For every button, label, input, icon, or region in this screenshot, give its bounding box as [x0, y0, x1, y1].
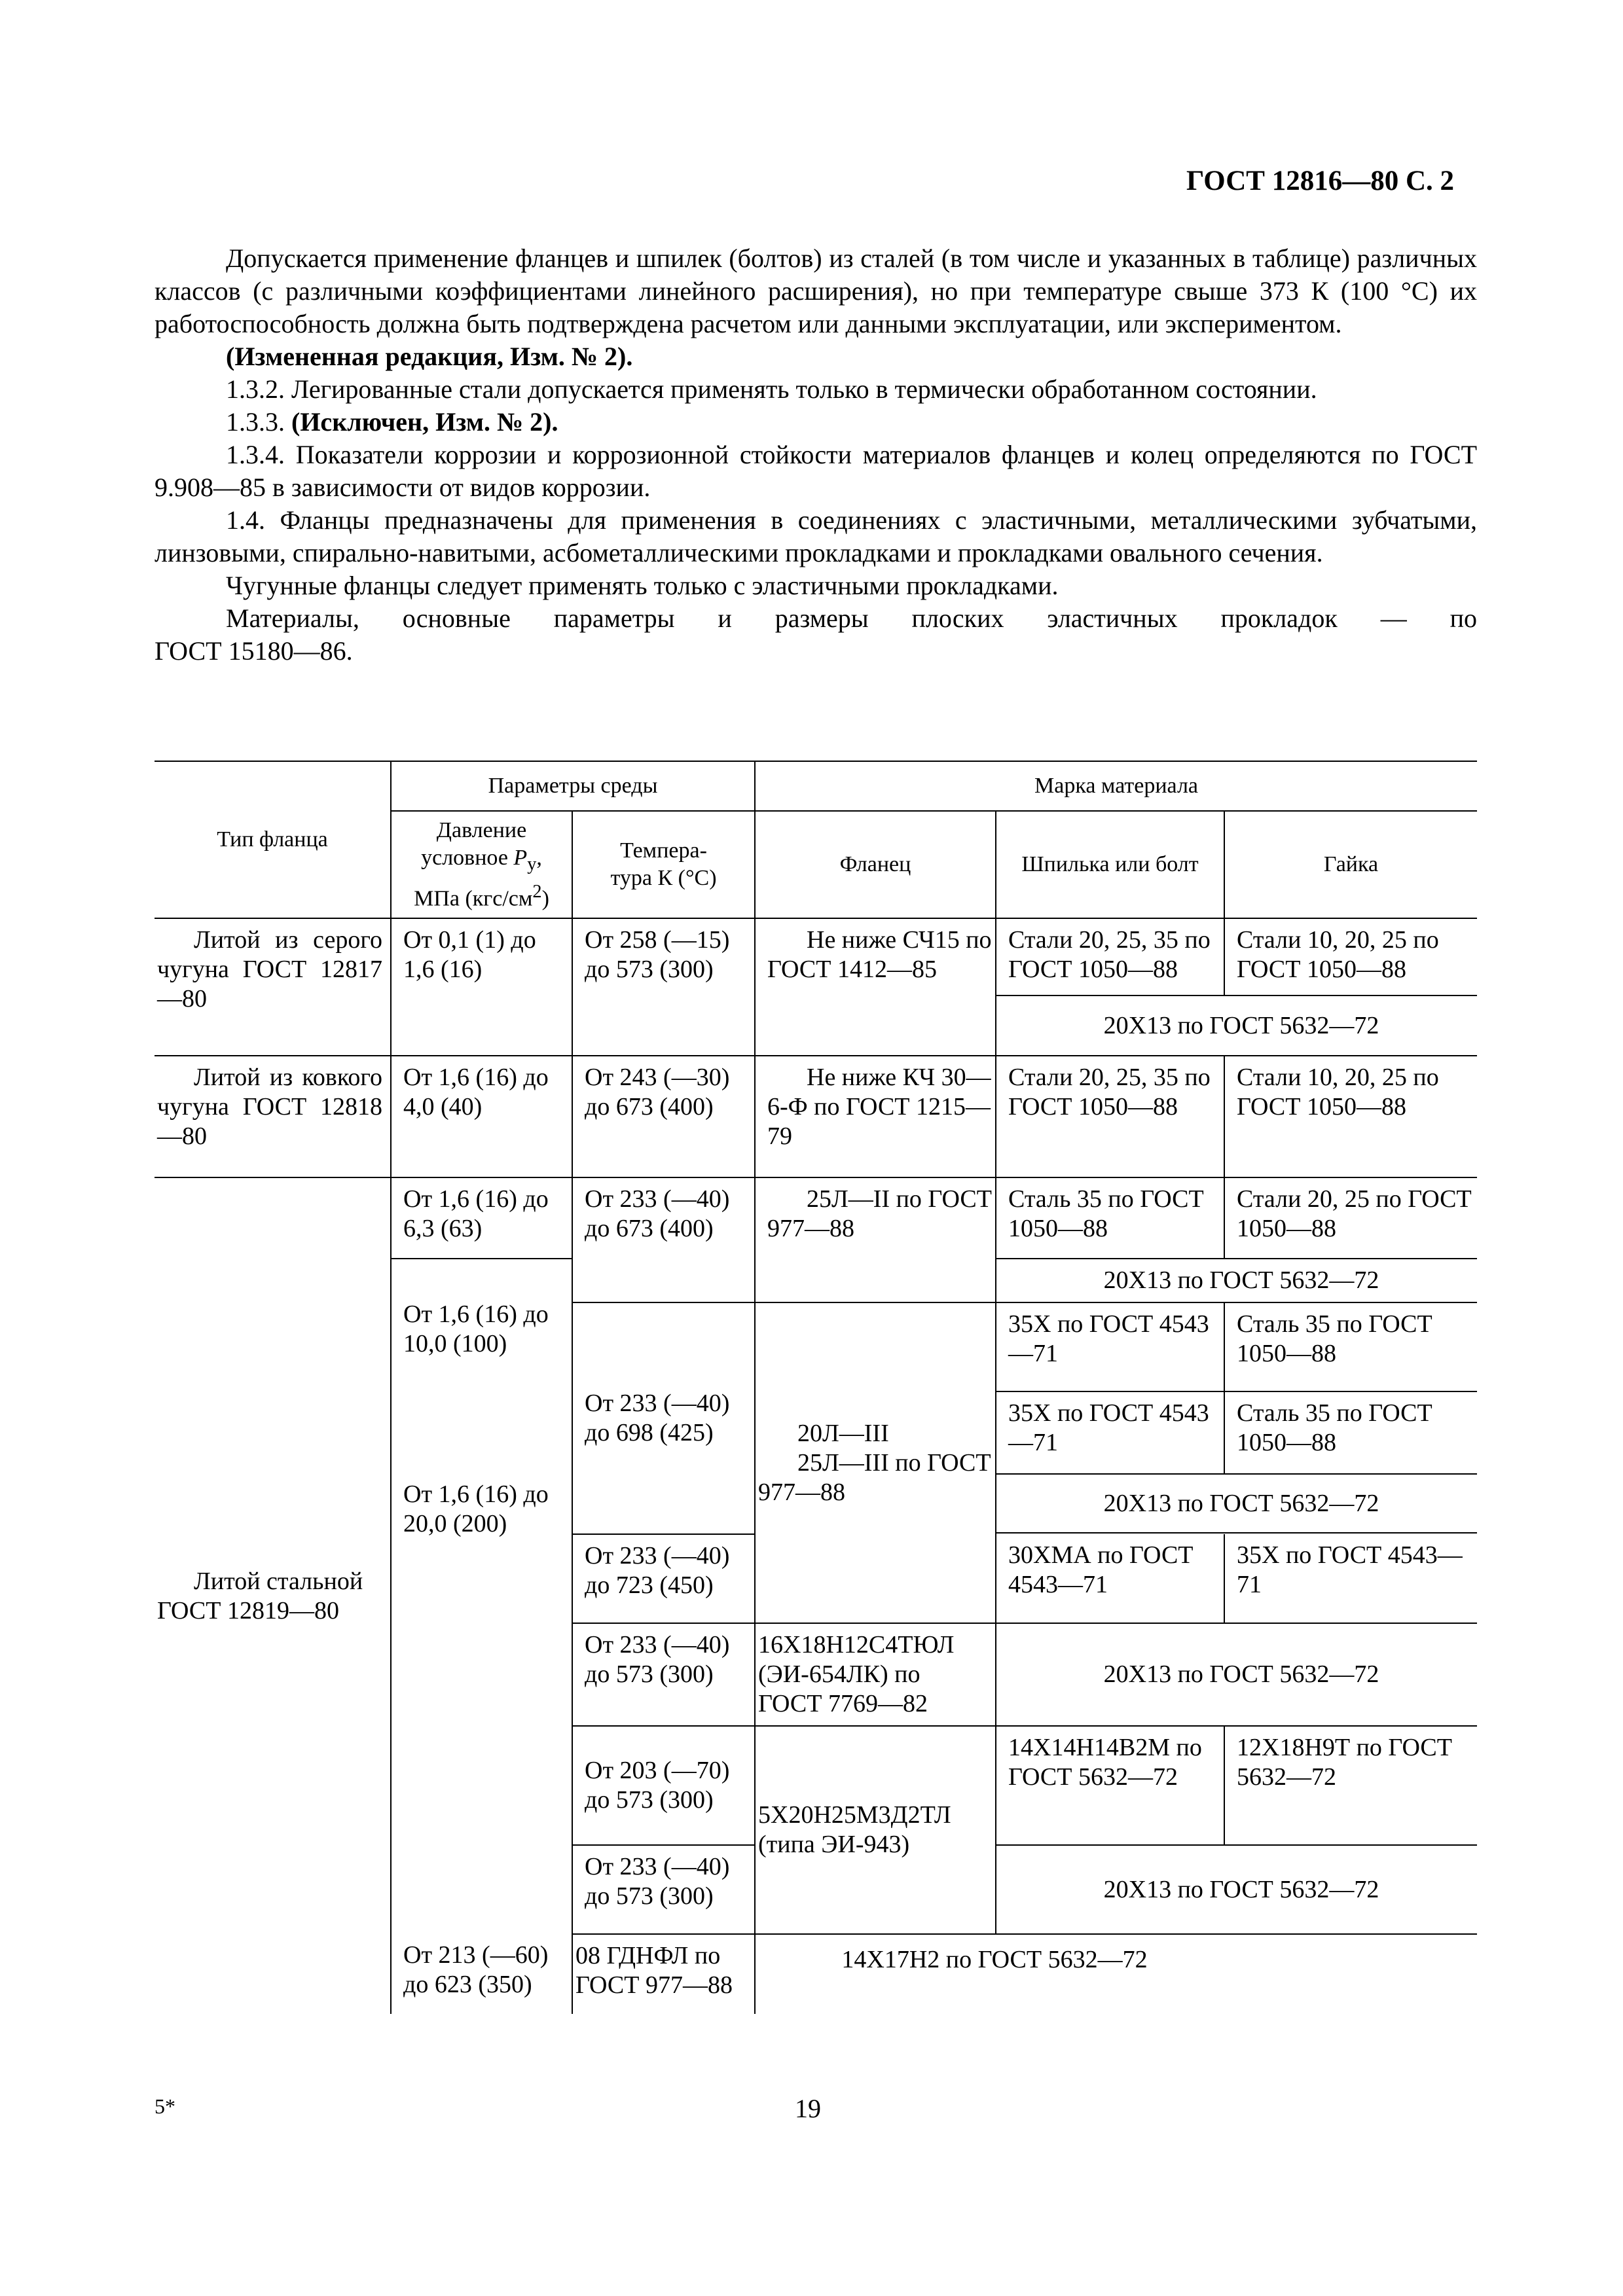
row-steel-type: Литой стальной ГОСТ 12819—80 — [157, 1567, 363, 1624]
row-steel-pressure-a: От 1,6 (16) до 6,3 (63) — [391, 1177, 572, 1259]
row-steel-nut-e: 12Х18Н9Т по ГОСТ 5632—72 — [1224, 1726, 1477, 1845]
paragraph-1-4: 1.4. Фланцы предназначены для применения в соединениях с эластичными, металлическими зубчатыми, линзовыми, спирально-навитыми, асбометаллическими прокладками и прокладками овального сечения. — [155, 505, 1477, 567]
row-steel-temp-a: От 233 (—40) до 673 (400) — [572, 1177, 755, 1302]
row-malleable-stud: Стали 20, 25, 35 по ГОСТ 1050—88 — [996, 1056, 1224, 1177]
flange-b-line2: 25Л—III по ГОСТ 977—88 — [758, 1448, 991, 1506]
materials-table — [155, 761, 1477, 2014]
page-number: 19 — [795, 2094, 821, 2123]
header-pressure: Давление условное $P_y$, МПа $(кгс/см^2)$ — [391, 811, 572, 918]
header-stud: Шпилька или болт — [996, 811, 1224, 918]
row-steel-stud-nut-3: 20Х13 по ГОСТ 5632—72 — [996, 1623, 1477, 1726]
row-steel-stud-d: 30ХМА по ГОСТ 4543—71 — [996, 1534, 1224, 1623]
row-steel-flange-c: 16Х18Н12С4ТЮЛ (ЭИ-654ЛК) по ГОСТ 7769—82 — [755, 1623, 996, 1726]
row-steel-stud-e: 14Х14Н14В2М по ГОСТ 5632—72 — [996, 1726, 1224, 1845]
footnote-mark: 5* — [155, 2094, 175, 2118]
paragraph-1-3-3: 1.3.3. (Исключен, Изм. № 2). — [226, 407, 558, 437]
row-gray-flange: Не ниже СЧ15 по ГОСТ 1412—85 — [755, 918, 996, 1056]
header-flange: Фланец — [755, 811, 996, 918]
row-steel-nut-c: Сталь 35 по ГОСТ 1050—88 — [1224, 1391, 1477, 1474]
row-steel-flange-e: 08 ГДНФЛ по ГОСТ 977—88 — [572, 1934, 755, 2014]
header-material-grade: Марка материала — [755, 761, 1477, 811]
body-text — [155, 242, 1477, 668]
paragraph-1-3-2: 1.3.2. Легированные стали допускается применять только в термически обработанном состоянии. — [226, 374, 1317, 404]
row-steel-flange-d: 5Х20Н25М3Д2ТЛ (типа ЭИ-943) — [755, 1726, 996, 1934]
row-steel-temp-e: От 203 (—70) до 573 (300) — [572, 1726, 755, 1845]
row-steel-flange-b — [755, 1302, 996, 1623]
row-steel-stud-c: 35Х по ГОСТ 4543—71 — [996, 1391, 1224, 1474]
row-steel-temp-c: От 233 (—40) до 723 (450) — [572, 1534, 755, 1623]
row-steel-stud-nut-2: 20Х13 по ГОСТ 5632—72 — [996, 1474, 1477, 1533]
flange-b-line1: 20Л—III — [797, 1419, 889, 1447]
row-steel-stud-b: 35Х по ГОСТ 4543—71 — [996, 1302, 1224, 1391]
row-malleable-pressure: От 1,6 (16) до 4,0 (40) — [391, 1056, 572, 1177]
row-steel-temp-d: От 233 (—40) до 573 (300) — [572, 1623, 755, 1726]
paragraph-gaskets: Материалы, основные параметры и размеры плоских эластичных прокладок — по — [226, 603, 1477, 633]
page-header: ГОСТ 12816—80 С. 2 — [1186, 166, 1455, 196]
row-steel-flange-a: 25Л—II по ГОСТ 977—88 — [755, 1177, 996, 1302]
header-flange-type: Тип фланца — [155, 761, 391, 918]
paragraph-gaskets-cont: ГОСТ 15180—86. — [155, 636, 353, 666]
row-gray-type: Литой из серого чугуна ГОСТ 12817—80 — [155, 918, 391, 1056]
row-steel-nut-d: 35Х по ГОСТ 4543—71 — [1224, 1534, 1477, 1623]
paragraph-1-3-4: 1.3.4. Показатели коррозии и коррозионной стойкости материалов фланцев и колец определяются по ГОСТ 9.908—85 в зависимости от видов коррозии. — [155, 440, 1477, 502]
row-gray-stud-nut: 20Х13 по ГОСТ 5632—72 — [996, 996, 1477, 1056]
row-gray-nut: Стали 10, 20, 25 по ГОСТ 1050—88 — [1224, 918, 1477, 996]
row-steel-stud-nut-5: 14Х17Н2 по ГОСТ 5632—72 — [755, 1934, 1224, 2014]
row-steel-stud-nut-1: 20Х13 по ГОСТ 5632—72 — [996, 1259, 1477, 1302]
paragraph-cast-iron: Чугунные фланцы следует применять только с эластичными прокладками. — [226, 571, 1059, 600]
row-gray-temperature: От 258 (—15) до 573 (300) — [572, 918, 755, 1056]
row-malleable-type: Литой из ковкого чугуна ГОСТ 12818—80 — [155, 1056, 391, 1177]
row-steel-nut-a: Стали 20, 25 по ГОСТ 1050—88 — [1224, 1177, 1477, 1259]
header-temperature: Темпера- тура К (°С) — [572, 811, 755, 918]
row-steel-temp-f: От 233 (—40) до 573 (300) — [572, 1845, 755, 1934]
row-steel-stud-a: Сталь 35 по ГОСТ 1050—88 — [996, 1177, 1224, 1259]
row-gray-stud: Стали 20, 25, 35 по ГОСТ 1050—88 — [996, 918, 1224, 996]
header-nut: Гайка — [1224, 811, 1477, 918]
row-malleable-temperature: От 243 (—30) до 673 (400) — [572, 1056, 755, 1177]
row-steel-pressure-c: От 1,6 (16) до 20,0 (200) — [391, 1473, 572, 1934]
row-steel-stud-nut-4: 20Х13 по ГОСТ 5632—72 — [996, 1845, 1477, 1934]
row-steel-pressure-b: От 1,6 (16) до 10,0 (100) — [391, 1259, 572, 1473]
row-steel-temp-b: От 233 (—40) до 698 (425) — [572, 1302, 755, 1534]
row-steel-nut-b: Сталь 35 по ГОСТ 1050—88 — [1224, 1302, 1477, 1391]
paragraph-allowance: Допускается применение фланцев и шпилек (болтов) из сталей (в том числе и указанных в таблице) различных классов (с различными коэффициентами линейного расширения), но при температуре свыше 373 К (100 °С) их работоспособность должна быть подтверждена расчетом или данными эксплуатации, или экспериментом. — [155, 243, 1477, 338]
header-medium-params: Параметры среды — [391, 761, 755, 811]
row-malleable-flange: Не ниже КЧ 30—6-Ф по ГОСТ 1215—79 — [755, 1056, 996, 1177]
row-malleable-nut: Стали 10, 20, 25 по ГОСТ 1050—88 — [1224, 1056, 1477, 1177]
row-steel-temp-g: От 213 (—60) до 623 (350) — [391, 1934, 572, 2014]
paragraph-revision-note: (Измененная редакция, Изм. № 2). — [226, 342, 633, 371]
row-gray-pressure: От 0,1 (1) до 1,6 (16) — [391, 918, 572, 1056]
